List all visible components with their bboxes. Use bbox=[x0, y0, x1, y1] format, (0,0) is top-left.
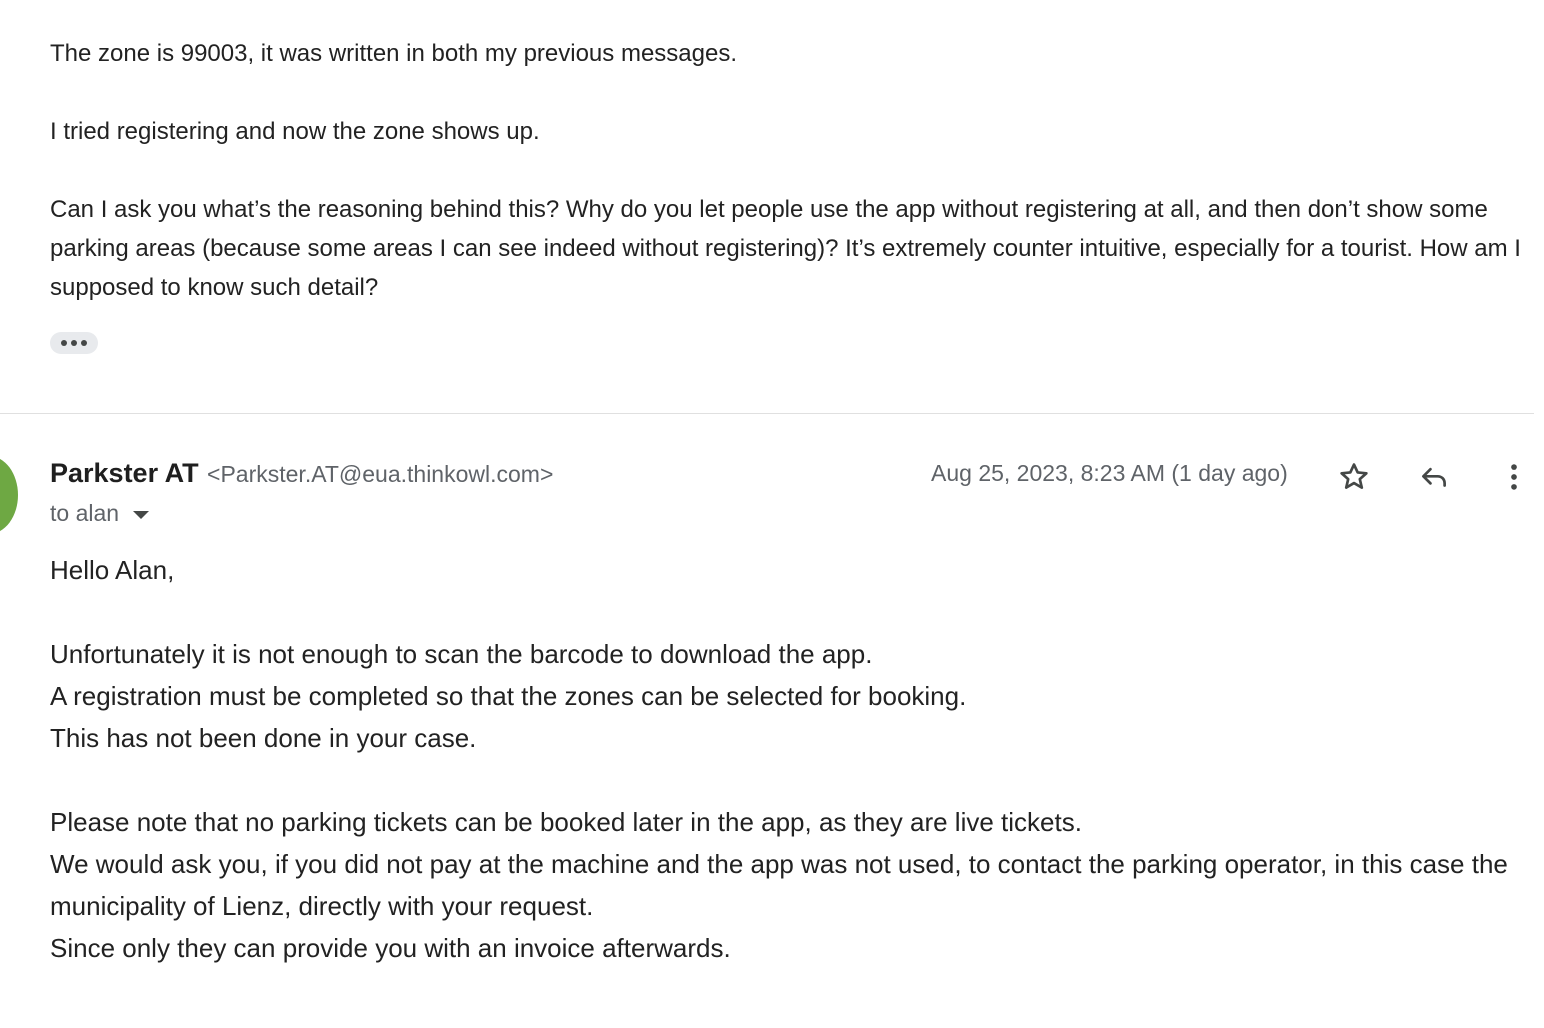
body-line: We would ask you, if you did not pay at the machine and the app was not used, to contact the parking operator, in this case the municipality of Lienz, directly with your request. bbox=[50, 849, 1508, 921]
reply-icon bbox=[1417, 460, 1451, 494]
show-trimmed-content-button[interactable] bbox=[50, 332, 98, 354]
previous-message-text bbox=[50, 34, 1530, 307]
ellipsis-icon-dot bbox=[71, 340, 77, 346]
previous-message-paragraph: Can I ask you what’s the reasoning behind this? Why do you let people use the app without registering at all, and then don’t show some parking areas (because some areas I can see indeed without registering)? It’s extremely counter intuitive, especially for a tourist. How am I supposed to know such detail? bbox=[50, 196, 1521, 301]
sender-email: <Parkster.AT@eua.thinkowl.com> bbox=[207, 461, 554, 487]
recipients-label: to alan bbox=[50, 500, 120, 526]
recipients-dropdown[interactable] bbox=[50, 500, 149, 527]
previous-message-paragraph: I tried registering and now the zone shows up. bbox=[50, 118, 540, 145]
greeting: Hello Alan, bbox=[50, 555, 175, 585]
chevron-down-icon bbox=[133, 511, 149, 519]
message-divider bbox=[0, 413, 1534, 414]
sender-line bbox=[50, 458, 553, 489]
more-options-button[interactable] bbox=[1494, 457, 1534, 497]
sender-name[interactable]: Parkster AT bbox=[50, 458, 199, 488]
avatar[interactable] bbox=[0, 456, 18, 534]
message-body bbox=[50, 549, 1530, 1011]
body-line: Please note that no parking tickets can be booked later in the app, as they are live tickets. bbox=[50, 807, 1082, 837]
reply-button[interactable] bbox=[1414, 457, 1454, 497]
message-date: Aug 25, 2023, 8:23 AM (1 day ago) bbox=[931, 460, 1288, 486]
body-line: A registration must be completed so that the zones can be selected for booking. bbox=[50, 681, 967, 711]
star-button[interactable] bbox=[1334, 457, 1374, 497]
ellipsis-icon-dot bbox=[81, 340, 87, 346]
previous-message-paragraph: The zone is 99003, it was written in both my previous messages. bbox=[50, 40, 737, 67]
more-vert-icon bbox=[1497, 460, 1531, 494]
body-line: Unfortunately it is not enough to scan the barcode to download the app. bbox=[50, 639, 873, 669]
body-paragraph bbox=[50, 633, 1530, 759]
star-icon bbox=[1337, 460, 1371, 494]
body-line: This has not been done in your case. bbox=[50, 723, 477, 753]
body-paragraph bbox=[50, 801, 1530, 969]
body-line: Since only they can provide you with an invoice afterwards. bbox=[50, 933, 731, 963]
ellipsis-icon bbox=[61, 340, 67, 346]
